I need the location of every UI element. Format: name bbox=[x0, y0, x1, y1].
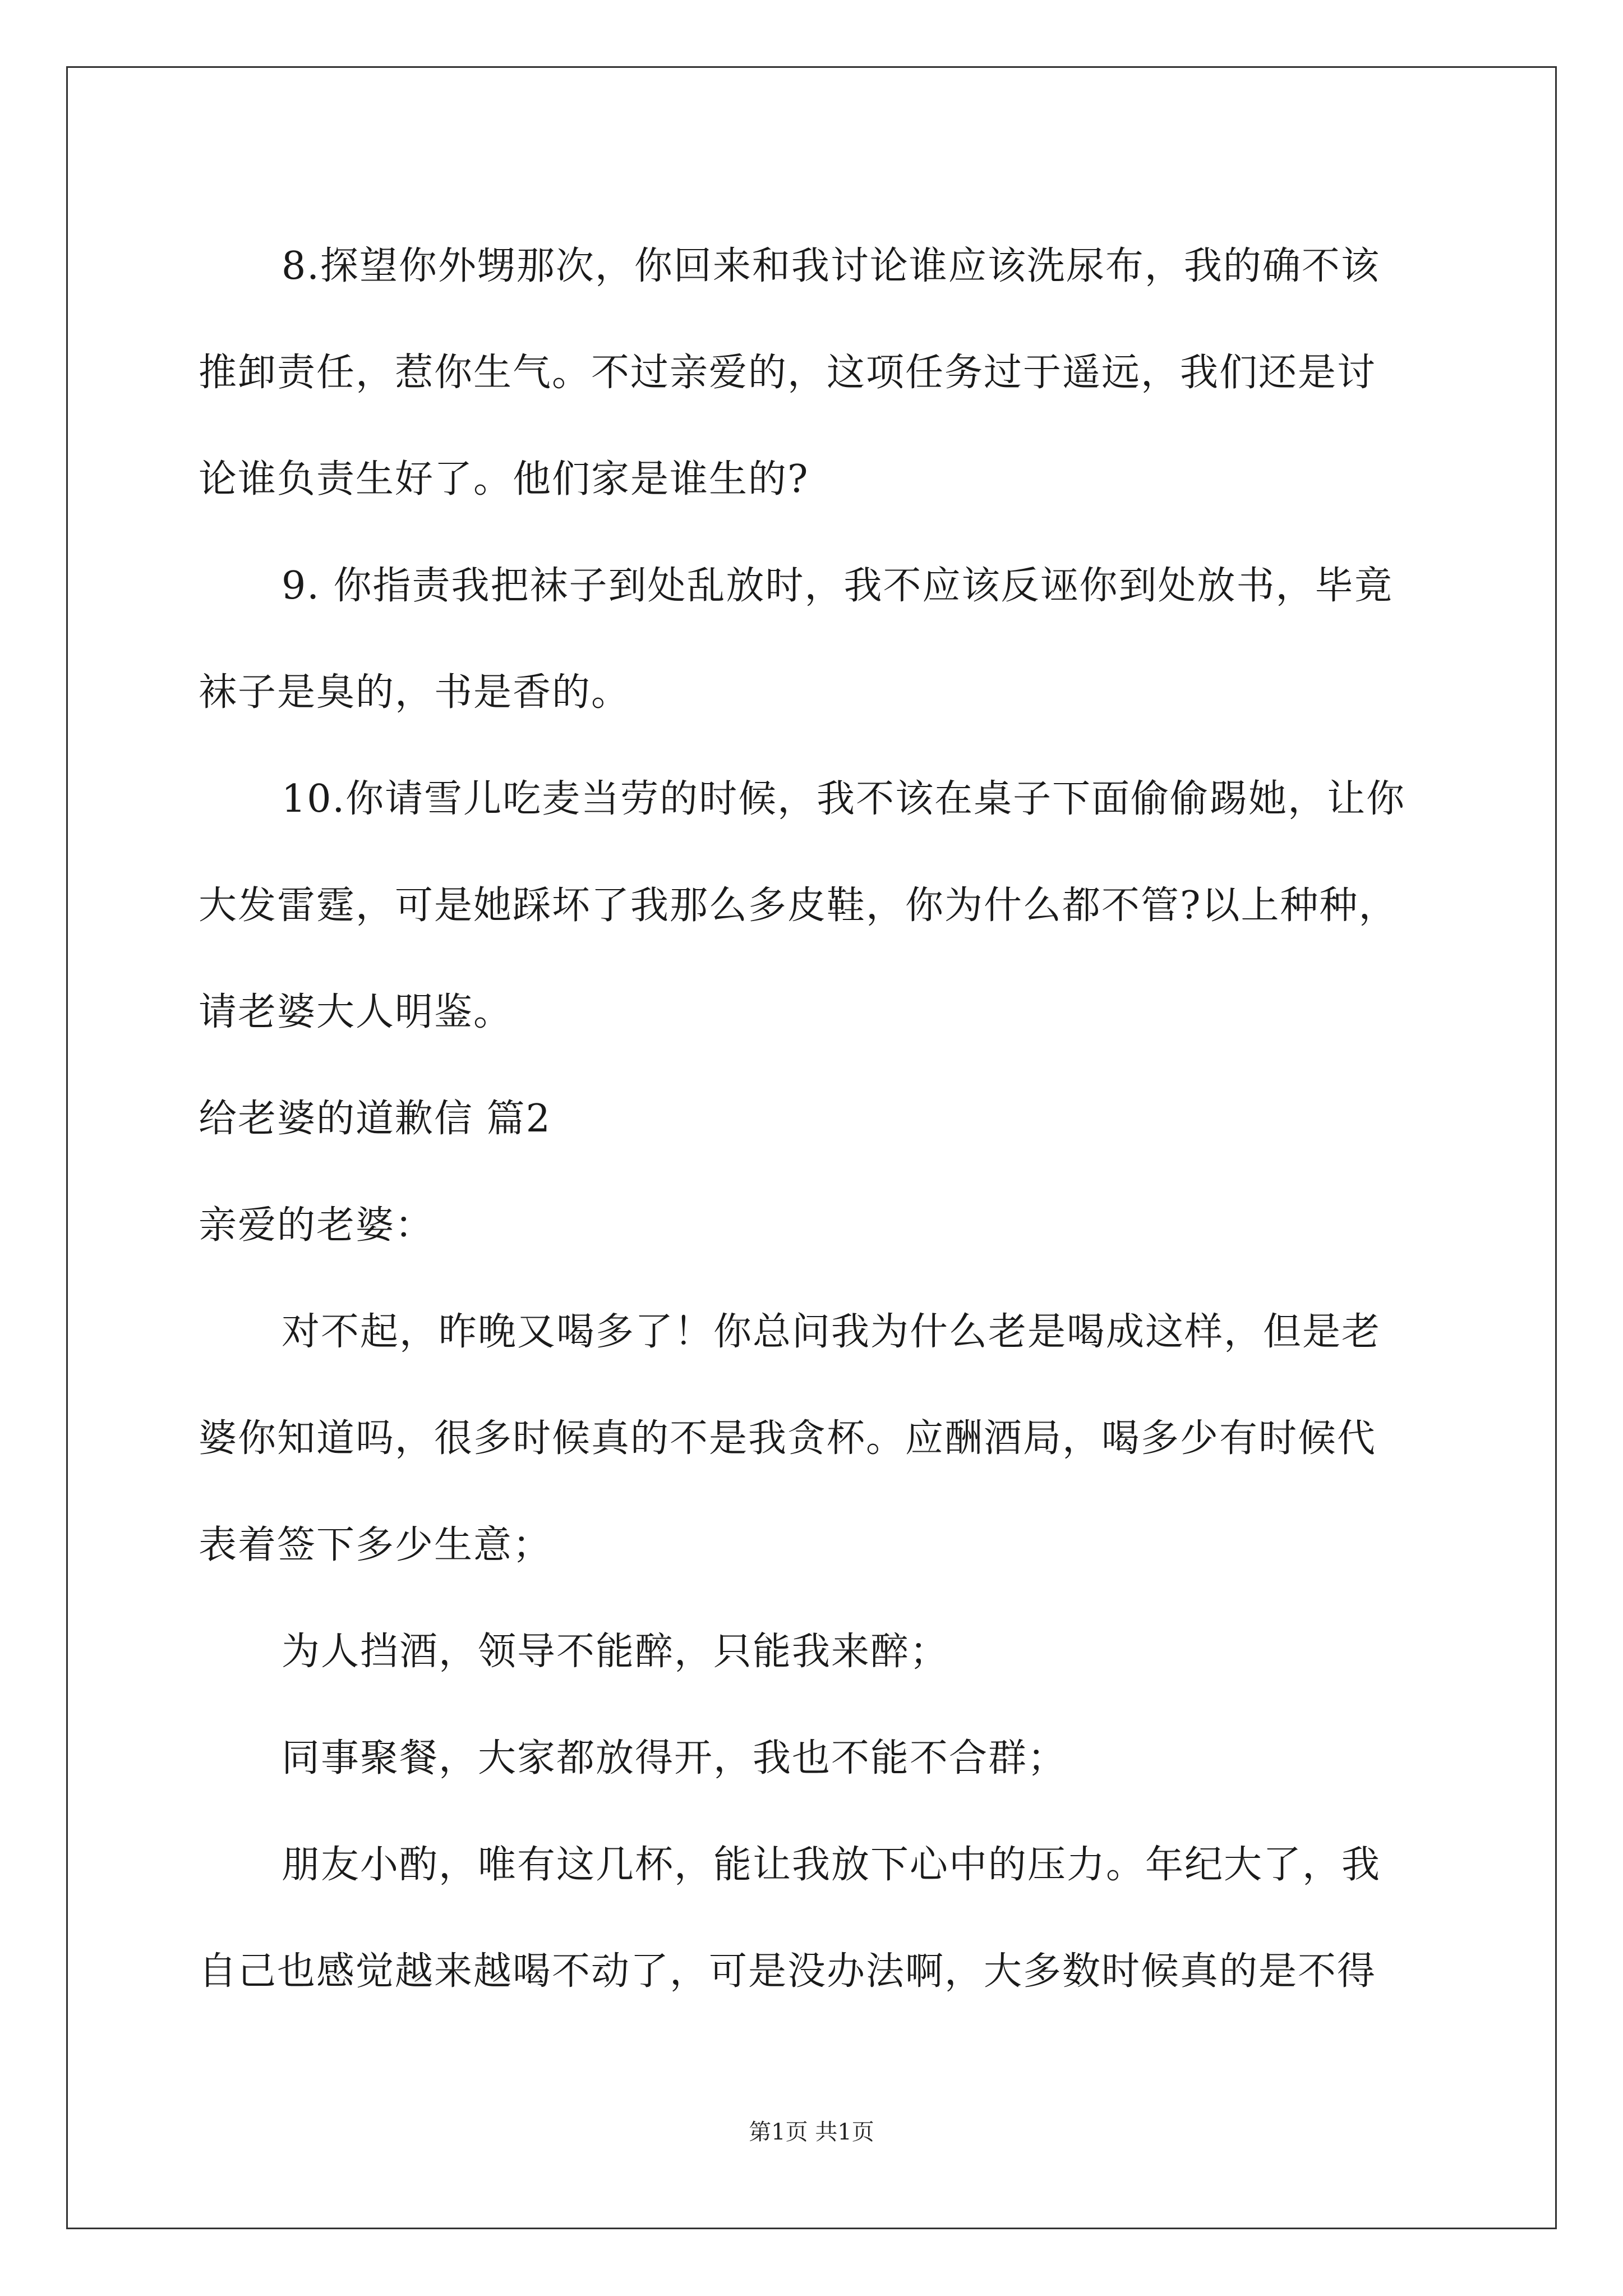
reason-paragraph-3-line-2: 自己也感觉越来越喝不动了，可是没办法啊，大多数时候真的是不得 bbox=[199, 1949, 1377, 1994]
salutation: 亲爱的老婆： bbox=[199, 1203, 435, 1248]
apology-paragraph-line-3: 表着签下多少生意； bbox=[199, 1523, 552, 1567]
apology-paragraph-line-1: 对不起，昨晚又喝多了！你总问我为什么老是喝成这样，但是老 bbox=[282, 1310, 1381, 1354]
document-body bbox=[199, 213, 1455, 2025]
paragraph-10-line-3: 请老婆大人明鉴。 bbox=[199, 990, 513, 1034]
paragraph-9-line-1: 9. 你指责我把袜子到处乱放时，我不应该反诬你到处放书，毕竟 bbox=[282, 564, 1394, 608]
page-footer: 第1页 共1页 bbox=[749, 2119, 874, 2145]
paragraph-9-line-2: 袜子是臭的，书是香的。 bbox=[199, 670, 631, 715]
reason-paragraph-1: 为人挡酒，领导不能醉，只能我来醉； bbox=[282, 1630, 949, 1674]
reason-paragraph-3-line-1: 朋友小酌，唯有这几杯，能让我放下心中的压力。年纪大了，我 bbox=[282, 1843, 1381, 1887]
paragraph-10-line-2: 大发雷霆，可是她踩坏了我那么多皮鞋，你为什么都不管?以上种种， bbox=[199, 884, 1398, 928]
paragraph-8-line-2: 推卸责任，惹你生气。不过亲爱的，这项任务过于遥远，我们还是讨 bbox=[199, 351, 1377, 395]
apology-paragraph-line-2: 婆你知道吗，很多时候真的不是我贪杯。应酬酒局，喝多少有时候代 bbox=[199, 1416, 1377, 1461]
paragraph-8-line-1: 8.探望你外甥那次，你回来和我讨论谁应该洗尿布，我的确不该 bbox=[282, 244, 1380, 288]
section-heading: 给老婆的道歉信 篇2 bbox=[199, 1097, 551, 1141]
paragraph-10-line-1: 10.你请雪儿吃麦当劳的时候，我不该在桌子下面偷偷踢她，让你 bbox=[282, 777, 1406, 821]
reason-paragraph-2: 同事聚餐，大家都放得开，我也不能不合群； bbox=[282, 1736, 1067, 1780]
paragraph-8-line-3: 论谁负责生好了。他们家是谁生的? bbox=[199, 457, 809, 501]
